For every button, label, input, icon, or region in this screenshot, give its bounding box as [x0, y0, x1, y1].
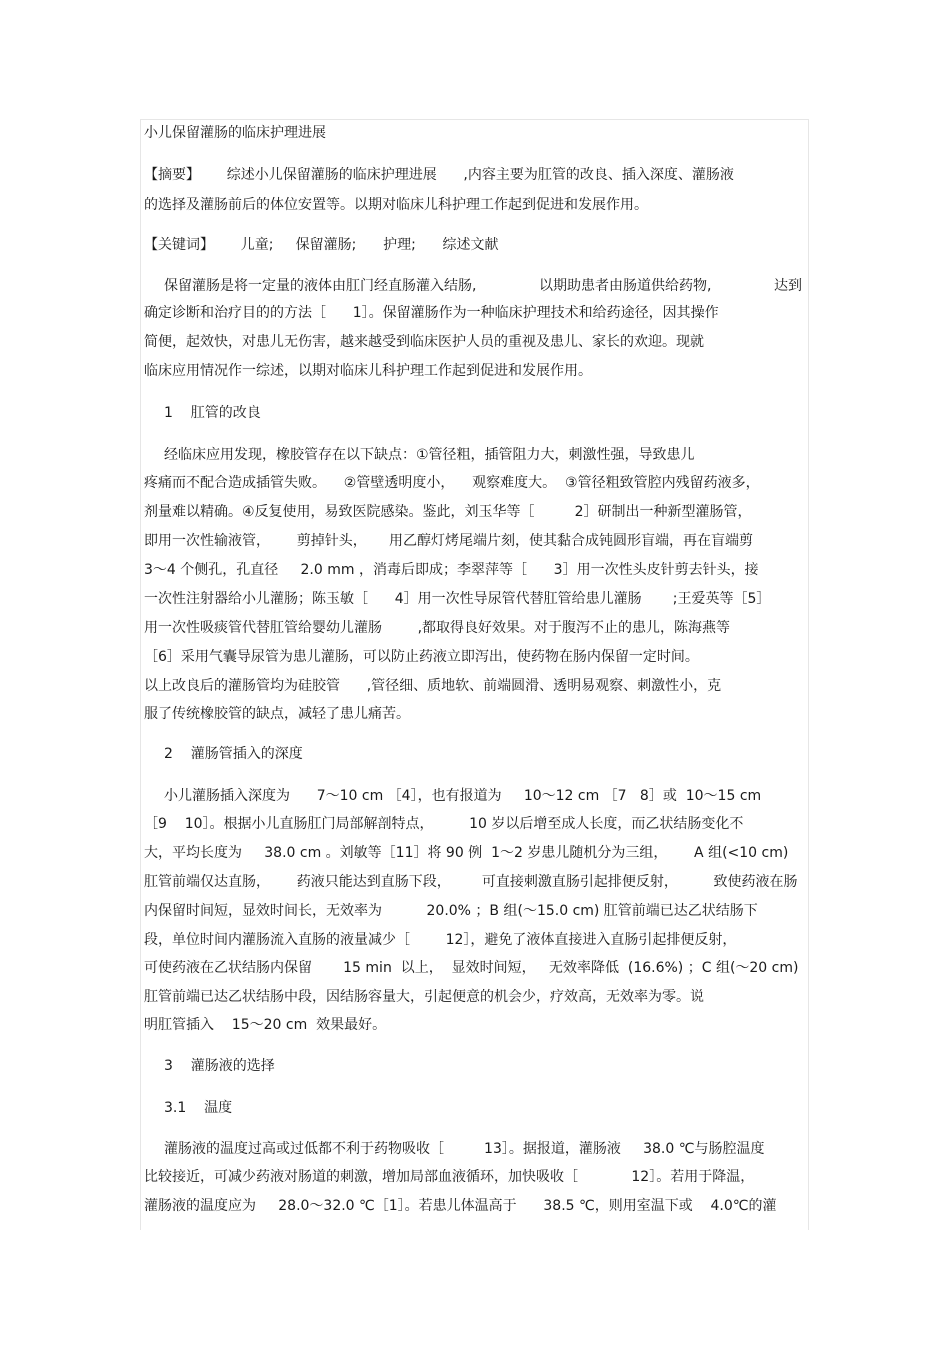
body-line: 用一次性吸痰管代替肛管给婴幼儿灌肠 ,都取得良好效果。对于腹泻不止的患儿，陈海燕等	[144, 620, 731, 636]
abstract-line: 【摘要】 综述小儿保留灌肠的临床护理进展 ,内容主要为肛管的改良、插入深度、灌肠液	[144, 167, 734, 183]
section-heading: 1 肛管的改良	[164, 405, 261, 421]
body-line: ［6］采用气囊导尿管为患儿灌肠，可以防止药液立即泻出，使药物在肠内保留一定时间。	[144, 649, 699, 665]
body-line: 明肛管插入 15～20 cm 效果最好。	[144, 1017, 387, 1033]
body-line: 段，单位时间内灌肠流入直肠的液量减少［ 12］，避免了液体直接进入直肠引起排便反射，	[144, 932, 737, 948]
body-line: 灌肠液的温度过高或过低都不利于药物吸收［ 13］。据报道，灌肠液 38.0 ℃与肠腔温度	[164, 1141, 765, 1157]
body-line: 经临床应用发现，橡胶管存在以下缺点：①管径粗，插管阻力大，刺激性强，导致患儿	[164, 447, 695, 463]
intro-segment: 达到	[774, 278, 802, 294]
body-line: 一次性注射器给小儿灌肠；陈玉敏［ 4］用一次性导尿管代替肛管给患儿灌肠 ;王爱英等［5］	[144, 591, 771, 607]
body-line: ［9 10］。根据小儿直肠肛门局部解剖特点， 10 岁以后增至成人长度，而乙状结肠变化不	[144, 816, 744, 832]
intro-line: 临床应用情况作一综述，以期对临床儿科护理工作起到促进和发展作用。	[144, 363, 592, 379]
body-line: 服了传统橡胶管的缺点，减轻了患儿痛苦。	[144, 706, 410, 722]
body-line: 灌肠液的温度应为 28.0～32.0 ℃［1］。若患儿体温高于 38.5 ℃，则用室温下或 4.0℃的灌	[144, 1198, 777, 1214]
body-line: 比较接近，可减少药液对肠道的刺激，增加局部血液循环，加快吸收［ 12］。若用于降温，	[144, 1169, 755, 1185]
subsection-heading: 3.1 温度	[164, 1100, 233, 1116]
intro-line: 简便，起效快，对患儿无伤害，越来越受到临床医护人员的重视及患儿、家长的欢迎。现就	[144, 334, 704, 350]
body-line: 内保留时间短，显效时间长，无效率为 20.0% ；B 组(～15.0 cm) 肛管前端已达乙状结肠下	[144, 903, 758, 919]
intro-line	[164, 277, 802, 295]
body-line: 可使药液在乙状结肠内保留 15 min 以上， 显效时间短， 无效率降低 (16.6%) ；C 组(～20 cm)	[144, 960, 799, 976]
intro-line: 确定诊断和治疗目的的方法［ 1］。保留灌肠作为一种临床护理技术和给药途径，因其操作	[144, 305, 719, 321]
body-line: 小儿灌肠插入深度为 7～10 cm ［4］，也有报道为 10～12 cm ［7 8］或 10～15 cm	[164, 788, 762, 804]
body-line: 大，平均长度为 38.0 cm 。刘敏等［11］将 90 例 1～2 岁患儿随机分为三组， A 组(<10 cm)	[144, 845, 789, 861]
body-line: 肛管前端已达乙状结肠中段，因结肠容量大，引起便意的机会少，疗效高，无效率为零。说	[144, 989, 704, 1005]
abstract-line: 的选择及灌肠前后的体位安置等。以期对临床儿科护理工作起到促进和发展作用。	[144, 197, 648, 213]
body-line: 剂量难以精确。④反复使用，易致医院感染。鉴此，刘玉华等［ 2］研制出一种新型灌肠管，	[144, 504, 752, 520]
section-heading: 3 灌肠液的选择	[164, 1058, 275, 1074]
document-title: 小儿保留灌肠的临床护理进展	[144, 125, 326, 141]
body-line: 疼痛而不配合造成插管失败。 ②管壁透明度小， 观察难度大。 ③管径粗致管腔内残留药液多，	[144, 475, 760, 491]
body-line: 以上改良后的灌肠管均为硅胶管 ,管径细、质地软、前端圆滑、透明易观察、刺激性小，克	[144, 678, 722, 694]
intro-segment: 保留灌肠是将一定量的液体由肛门经直肠灌入结肠,	[164, 278, 477, 294]
section-heading: 2 灌肠管插入的深度	[164, 746, 303, 762]
body-line: 3～4 个侧孔，孔直径 2.0 mm ，消毒后即成；李翠萍等［ 3］用一次性头皮针剪去针头，接	[144, 562, 759, 578]
keywords-line: 【关键词】 儿童; 保留灌肠; 护理; 综述文献	[144, 237, 499, 253]
intro-segment: 以期助患者由肠道供给药物,	[539, 278, 712, 294]
body-line: 即用一次性输液管， 剪掉针头， 用乙醇灯烤尾端片刻，使其黏合成钝圆形盲端，再在盲端剪	[144, 533, 753, 549]
body-line: 肛管前端仅达直肠， 药液只能达到直肠下段， 可直接刺激直肠引起排便反射， 致使药液在肠	[144, 874, 798, 890]
